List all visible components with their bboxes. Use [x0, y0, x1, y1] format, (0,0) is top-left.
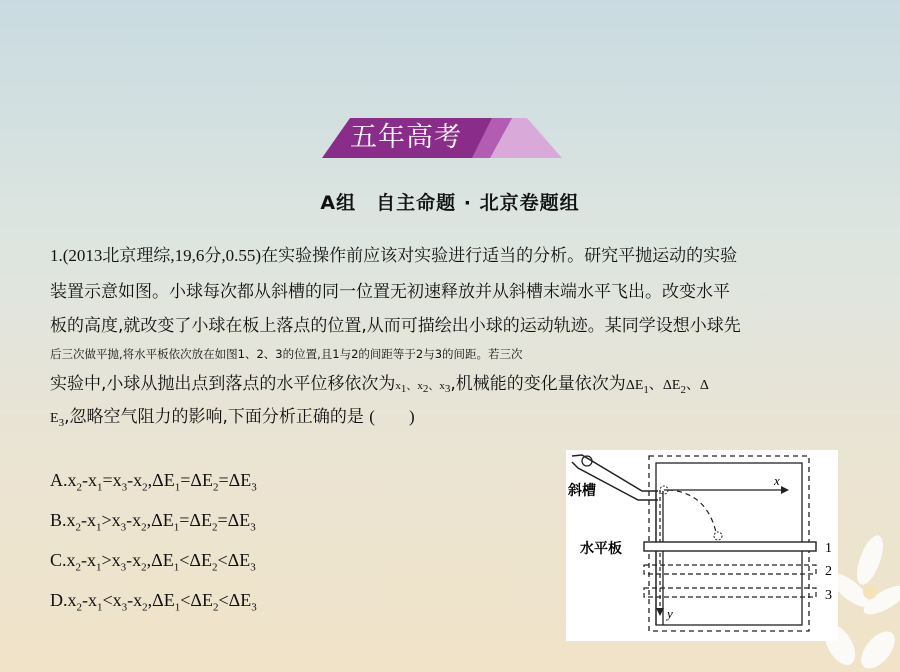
board-position-2	[644, 565, 816, 574]
question-line-5: 实验中,小球从抛出点到落点的水平位移依次为$x_1$、$x_2$、$x_3$,机械能的变化量依次为$\Delta E_1$、$\Delta E_2$、Δ	[50, 374, 709, 396]
position-3-label: 3	[825, 588, 832, 603]
question-line-3: 板的高度,就改变了小球在板上落点的位置,从而可描绘出小球的运动轨迹。某同学设想小球先	[50, 316, 741, 336]
section-banner-title: 五年高考	[350, 122, 462, 153]
question-line-6: $E_3$,忽略空气阻力的影响,下面分析正确的是 ( )	[50, 407, 415, 429]
position-2-label: 2	[825, 564, 832, 579]
experiment-figure	[566, 450, 838, 641]
position-1-label: 1	[825, 541, 832, 556]
option-a[interactable]: $A.x_2-x_1=x_3-x_2,\Delta E_1=\Delta E_2=\Delta E_3$	[50, 470, 257, 494]
question-source: 1.(2013北京理综,19,6分,0.55)	[50, 246, 262, 265]
option-d[interactable]: $D.x_2-x_1<x_3-x_2,\Delta E_1<\Delta E_2<\Delta E_3$	[50, 590, 257, 614]
group-title: A组 自主命题 · 北京卷题组	[320, 192, 580, 214]
board-position-3	[644, 588, 816, 597]
option-c[interactable]: $C.x_2-x_1>x_3-x_2,\Delta E_1<\Delta E_2<\Delta E_3$	[50, 550, 256, 574]
y-axis-label: y	[667, 606, 673, 621]
board-position-1	[644, 542, 816, 551]
apparatus-diagram	[566, 450, 838, 641]
question-line-1: 1.(2013北京理综,19,6分,0.55)在实验操作前应该对实验进行适当的分析。研究平抛运动的实验	[50, 246, 738, 266]
displacements: $x_1$、$x_2$、$x_3$	[395, 380, 451, 396]
board-label: 水平板	[580, 540, 622, 556]
energy-changes: $\Delta E_1$、$\Delta E_2$、Δ	[625, 378, 709, 396]
chute-label: 斜槽	[568, 482, 596, 498]
x-axis-label: x	[774, 473, 780, 488]
option-b[interactable]: $B.x_2-x_1>x_3-x_2,\Delta E_1=\Delta E_2=\Delta E_3$	[50, 510, 256, 534]
question-line-4: 后三次做平抛,将水平板依次放在如图1、2、3的位置,且1与2的间距等于2与3的间距。若三次	[50, 347, 523, 361]
question-line-2: 装置示意如图。小球每次都从斜槽的同一位置无初速释放并从斜槽末端水平飞出。改变水平	[50, 282, 730, 302]
decorative-flower-icon	[800, 520, 900, 672]
